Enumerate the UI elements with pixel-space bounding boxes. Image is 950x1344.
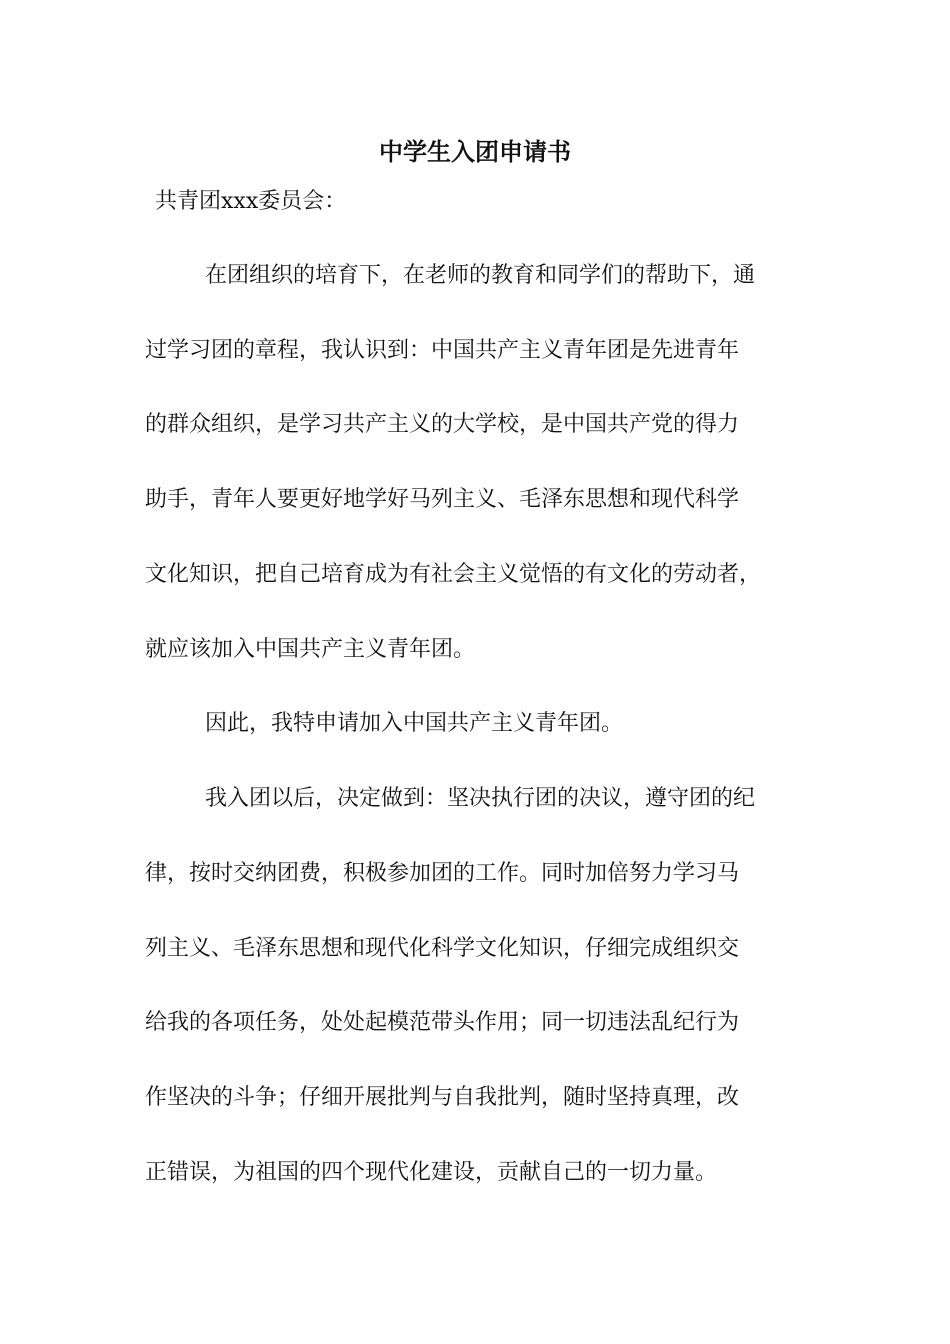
paragraph-line: 我入团以后，决定做到：坚决执行团的决议，遵守团的纪 [205, 786, 756, 811]
salutation: 共青团xxx委员会： [155, 189, 347, 214]
paragraph-line: 正错误，为祖国的四个现代化建设，贡献自己的一切力量。 [145, 1160, 718, 1185]
page-title: 中学生入团申请书 [379, 137, 571, 166]
paragraph-line: 列主义、毛泽东思想和现代化科学文化知识，仔细完成组织交 [145, 936, 740, 961]
paragraph-line: 作坚决的斗争；仔细开展批判与自我批判，随时坚持真理，改 [145, 1085, 740, 1110]
paragraph-line: 律，按时交纳团费，积极参加团的工作。同时加倍努力学习马 [145, 861, 740, 886]
paragraph-line: 在团组织的培育下，在老师的教育和同学们的帮助下，通 [205, 263, 756, 288]
paragraph-line: 就应该加入中国共产主义青年团。 [145, 637, 476, 662]
paragraph-line: 文化知识，把自己培育成为有社会主义觉悟的有文化的劳动者， [145, 562, 762, 587]
paragraph-line: 的群众组织，是学习共产主义的大学校，是中国共产党的得力 [145, 412, 740, 437]
paragraph-line: 因此，我特申请加入中国共产主义青年团。 [205, 711, 624, 736]
paragraph-line: 助手，青年人要更好地学好马列主义、毛泽东思想和现代科学 [145, 487, 740, 512]
paragraph-line: 过学习团的章程，我认识到：中国共产主义青年团是先进青年 [145, 338, 740, 363]
paragraph-line: 给我的各项任务，处处起模范带头作用；同一切违法乱纪行为 [145, 1010, 740, 1035]
